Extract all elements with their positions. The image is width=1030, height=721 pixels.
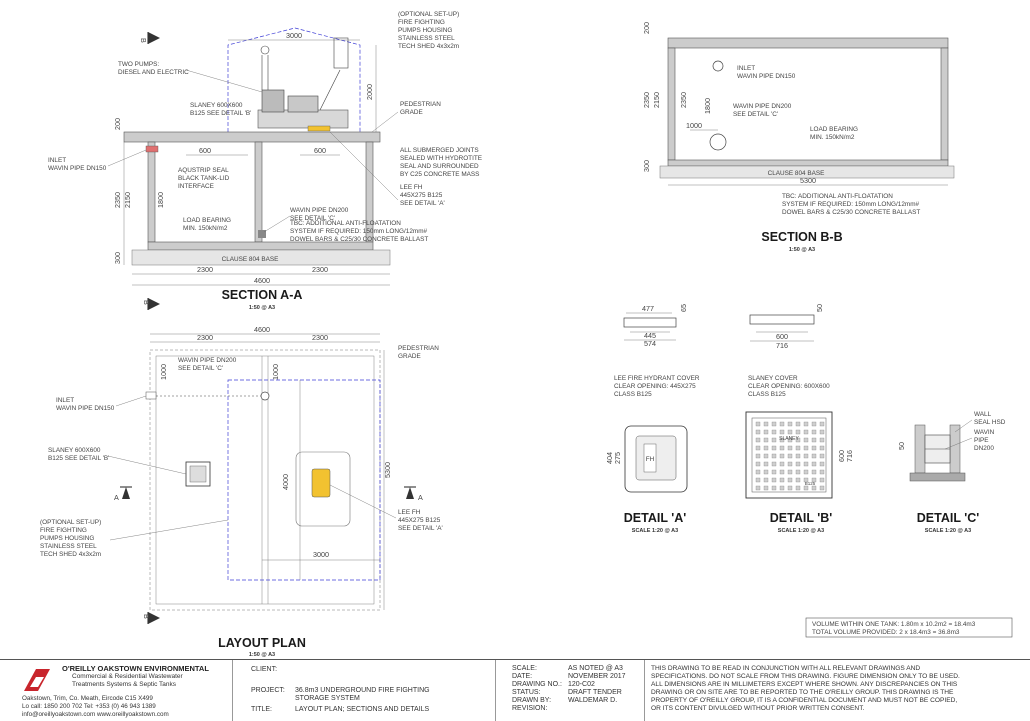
title-block	[0, 659, 1030, 721]
grip-square	[780, 462, 784, 466]
svg-text:600: 600	[199, 146, 211, 155]
grip-square	[812, 486, 816, 490]
grip-square	[788, 454, 792, 458]
svg-text:2300: 2300	[312, 265, 328, 274]
plan-marker-b-top	[142, 298, 160, 310]
plan-note-pedestrian: PEDESTRIAN GRADE	[398, 345, 439, 360]
svg-text:A: A	[114, 493, 119, 502]
detail-b-title: DETAIL 'B'	[769, 511, 833, 525]
plan-shed-outline	[228, 380, 380, 580]
note-two-pumps: TWO PUMPS: DIESEL AND ELECTRIC	[118, 61, 189, 76]
svg-text:B: B	[139, 38, 148, 43]
svg-text:300: 300	[113, 252, 122, 264]
grip-square	[764, 462, 768, 466]
svg-text:4600: 4600	[254, 325, 270, 334]
grip-square	[756, 454, 760, 458]
bb-outlet-pipe	[710, 134, 726, 150]
grip-square	[796, 430, 800, 434]
svg-text:200: 200	[642, 22, 651, 34]
detail-c-title: DETAIL 'C'	[916, 511, 980, 525]
grip-square	[764, 430, 768, 434]
grip-square	[804, 422, 808, 426]
grip-square	[788, 478, 792, 482]
grip-square	[764, 478, 768, 482]
svg-text:50: 50	[897, 442, 906, 450]
grip-square	[780, 446, 784, 450]
svg-text:TOTAL VOLUME PROVIDED: 2 x 18.: TOTAL VOLUME PROVIDED: 2 x 18.4m3 = 36.8m3	[812, 629, 960, 636]
note-pedestrian: PEDESTRIAN GRADE	[400, 101, 441, 116]
svg-text:275: 275	[613, 452, 622, 464]
grip-square	[820, 478, 824, 482]
plan-tank-outer	[150, 350, 380, 610]
svg-text:CLAUSE 804 BASE: CLAUSE 804 BASE	[767, 170, 825, 177]
grip-square	[756, 422, 760, 426]
note-submerged-joints: ALL SUBMERGED JOINTS SEALED WITH HYDROTITE SEAL AND SURROUNDED BY C25 CONCRETE MASS	[400, 147, 483, 178]
svg-text:716: 716	[845, 450, 854, 462]
grip-square	[820, 454, 824, 458]
detail-b-notes: SLANEY COVER CLEAR OPENING: 600X600 CLASS B125	[748, 375, 830, 398]
grip-square	[788, 446, 792, 450]
detail-b-scale: SCALE 1:20 @ A3	[777, 528, 825, 534]
detail-a-cover-plan	[625, 426, 687, 492]
detail-a-profile	[624, 318, 676, 327]
grip-square	[812, 430, 816, 434]
grip-square	[764, 486, 768, 490]
section-aa	[48, 11, 482, 311]
grip-square	[804, 430, 808, 434]
grip-square	[796, 454, 800, 458]
plan-note-wavin: WAVIN PIPE DN200 SEE DETAIL 'C'	[178, 357, 237, 372]
grip-square	[764, 454, 768, 458]
grip-square	[820, 446, 824, 450]
section-aa-scale: 1:50 @ A3	[248, 305, 276, 311]
grip-square	[812, 470, 816, 474]
grip-square	[812, 454, 816, 458]
plan-lee-fh-cover	[296, 452, 350, 526]
grip-square	[772, 454, 776, 458]
detail-a-title: DETAIL 'A'	[623, 511, 687, 525]
note-slaney: SLANEY 600X600 B125 SEE DETAIL 'B'	[190, 102, 252, 117]
grip-square	[820, 470, 824, 474]
svg-text:445: 445	[644, 331, 656, 340]
bb-note-tbc: TBC: ADDITIONAL ANTI-FLOATATION SYSTEM IF REQUIRED: 150mm LONG/12mm# DOWEL BARS & C25/30 CONCRETE BALLAST	[782, 193, 921, 216]
note-lee-fh: LEE FH 445X275 B125 SEE DETAIL 'A'	[400, 184, 445, 207]
bb-note-inlet: INLET WAVIN PIPE DN150	[737, 65, 796, 80]
svg-text:65: 65	[679, 304, 688, 312]
svg-text:2300: 2300	[312, 333, 328, 342]
bb-note-load: LOAD BEARING MIN. 150kN/m2	[810, 126, 858, 141]
svg-text:574: 574	[644, 339, 656, 348]
bb-inlet-pipe	[713, 61, 723, 71]
svg-text:1800: 1800	[156, 192, 165, 208]
grip-square	[796, 422, 800, 426]
tank-wall-right	[366, 142, 373, 242]
tank-wall-mid	[255, 142, 262, 242]
detail-c-note-pipe: WAVIN PIPE DN200	[974, 429, 995, 452]
svg-text:404: 404	[605, 452, 614, 464]
svg-text:2150: 2150	[652, 92, 661, 108]
grip-square	[820, 486, 824, 490]
grip-square	[788, 422, 792, 426]
layout-plan-scale: 1:50 @ A3	[248, 652, 276, 658]
detail-b-cover-plan	[746, 412, 832, 498]
grip-square	[772, 422, 776, 426]
svg-text:477: 477	[642, 304, 654, 313]
svg-text:50: 50	[815, 304, 824, 312]
grip-square	[812, 422, 816, 426]
drawing-title: LAYOUT PLAN; SECTIONS AND DETAILS	[295, 706, 430, 713]
svg-text:B: B	[142, 300, 151, 305]
grip-square	[764, 446, 768, 450]
bb-lid	[668, 38, 948, 48]
grip-square	[780, 486, 784, 490]
detail-c-note-wall: WALL SEAL HSD	[974, 411, 1006, 426]
grip-square	[796, 486, 800, 490]
plan-marker-b-bottom	[142, 612, 160, 624]
plan-note-optional: (OPTIONAL SET-UP) FIRE FIGHTING PUMPS HOUSING STAINLESS STEEL TECH SHED 4x3x2m	[40, 519, 102, 558]
svg-text:VOLUME WITHIN ONE TANK: 1.80m: VOLUME WITHIN ONE TANK: 1.80m x 10.2m2 = 18.4m3	[812, 621, 976, 628]
svg-text:B125: B125	[804, 481, 816, 486]
plan-pipe-dn200	[261, 392, 269, 400]
grip-square	[812, 438, 816, 442]
svg-text:FH: FH	[645, 456, 655, 463]
grip-square	[756, 430, 760, 434]
plan-slaney-cover	[186, 462, 210, 486]
svg-text:600: 600	[837, 450, 846, 462]
svg-text:2150: 2150	[123, 192, 132, 208]
layout-plan	[40, 298, 443, 658]
grip-square	[796, 478, 800, 482]
grip-square	[804, 486, 808, 490]
grip-square	[804, 438, 808, 442]
grip-square	[820, 462, 824, 466]
svg-text:1800: 1800	[703, 98, 712, 114]
plan-note-lee-fh: LEE FH 445X275 B125 SEE DETAIL 'A'	[398, 509, 443, 532]
section-bb	[642, 22, 954, 253]
grip-square	[804, 462, 808, 466]
disclaimer-cell: THIS DRAWING TO BE READ IN CONJUNCTION WITH ALL RELEVANT DRAWINGS AND SPECIFICATIONS. DO NOT SCALE FROM THIS DRAWING. FIGURE DIMENSION ONLY TO BE USED. ALL DIMENSIONS ARE IN MILLIMETERS EXCEPT WHERE SHOWN. ANY DISCREPANCIES ON THIS DRAWING OR ON SITE ARE TO BE REPORTED TO THE O'REILLY GROUP. THIS DRAWING IS THE PROPERTY OF O'REILLY GROUP, IT IS A CONFIDENTIAL DOCUMENT AND MUST NOT BE COPIED, OR ITS CONTENT DIVULGED WITHOUT PRIOR WRITTEN CONSENT.	[651, 665, 960, 712]
grip-square	[756, 446, 760, 450]
plan-inlet-pipe	[146, 392, 156, 399]
grip-square	[772, 486, 776, 490]
note-optional-setup: (OPTIONAL SET-UP) FIRE FIGHTING PUMPS HOUSING STAINLESS STEEL TECH SHED 4x3x2m	[398, 11, 460, 50]
dim-shed-height: 2000	[365, 84, 374, 100]
svg-text:2350: 2350	[642, 92, 651, 108]
grip-square	[780, 454, 784, 458]
grip-square	[756, 462, 760, 466]
svg-text:600: 600	[776, 332, 788, 341]
metadata-cell: SCALE: AS NOTED @ A3 DATE: NOVEMBER 2017 DRAWING NO.: 120-C02 STATUS: DRAFT TENDER DRAWN BY: WALDEMAR D. REVISION:	[496, 660, 645, 721]
grip-square	[812, 446, 816, 450]
company-logo	[22, 667, 52, 693]
layout-plan-title: LAYOUT PLAN	[218, 636, 306, 650]
detail-c	[897, 411, 1006, 534]
grip-square	[772, 446, 776, 450]
bb-wall-right	[941, 48, 948, 160]
svg-text:1000: 1000	[271, 364, 280, 380]
project-cell: CLIENT: PROJECT: 36.8m3 UNDERGROUND FIRE FIGHTING STORAGE SYSTEM TITLE: LAYOUT PLAN; SECTIONS AND DETAILS	[233, 660, 496, 721]
grip-square	[820, 422, 824, 426]
detail-a	[605, 304, 700, 534]
grip-square	[780, 478, 784, 482]
grip-square	[788, 462, 792, 466]
grip-square	[764, 422, 768, 426]
svg-text:2350: 2350	[113, 192, 122, 208]
section-bb-title: SECTION B-B	[761, 230, 843, 244]
bb-wall-left	[668, 48, 675, 160]
drawing-number: 120-C02	[568, 681, 595, 688]
svg-text:A: A	[418, 493, 423, 502]
grip-square	[780, 470, 784, 474]
bb-floor	[668, 160, 948, 166]
grip-square	[780, 430, 784, 434]
grip-square	[764, 470, 768, 474]
svg-text:SLANEY: SLANEY	[779, 436, 799, 442]
grip-square	[804, 446, 808, 450]
bb-note-wavin: WAVIN PIPE DN200 SEE DETAIL 'C'	[733, 103, 792, 118]
grip-square	[788, 430, 792, 434]
svg-text:300: 300	[642, 160, 651, 172]
inlet-pipe	[146, 146, 158, 152]
tank-floor	[148, 242, 373, 250]
note-load-bearing: LOAD BEARING MIN. 150kN/m2	[183, 217, 231, 232]
grip-square	[796, 446, 800, 450]
note-wavin-dn200: WAVIN PIPE DN200 SEE DETAIL 'C'	[290, 207, 349, 222]
company-name: O'REILLY OAKSTOWN ENVIRONMENTAL	[62, 664, 209, 673]
grip-square	[756, 486, 760, 490]
svg-text:600: 600	[314, 146, 326, 155]
grip-square	[772, 438, 776, 442]
section-marker-b	[139, 32, 160, 44]
grip-square	[804, 470, 808, 474]
svg-text:5300: 5300	[383, 462, 392, 478]
plan-note-inlet: INLET WAVIN PIPE DN150	[56, 397, 115, 412]
grip-square	[756, 478, 760, 482]
svg-text:1000: 1000	[159, 364, 168, 380]
grip-square	[772, 478, 776, 482]
grip-square	[796, 462, 800, 466]
project-name: 36.8m3 UNDERGROUND FIRE FIGHTING	[295, 687, 430, 694]
note-tbc: TBC: ADDITIONAL ANTI-FLOATATION SYSTEM IF REQUIRED: 150mm LONG/12mm# DOWEL BARS & C25/30 CONCRETE BALLAST	[290, 220, 429, 243]
grip-square	[788, 470, 792, 474]
detail-b	[746, 304, 854, 534]
grip-square	[796, 470, 800, 474]
svg-text:2300: 2300	[197, 265, 213, 274]
grip-square	[756, 438, 760, 442]
dim-shed-width: 3000	[286, 31, 302, 40]
grip-square	[788, 486, 792, 490]
grip-square	[756, 470, 760, 474]
grip-square	[772, 430, 776, 434]
svg-text:CLAUSE 804 BASE: CLAUSE 804 BASE	[221, 256, 279, 263]
svg-text:2350: 2350	[679, 92, 688, 108]
svg-text:4600: 4600	[254, 276, 270, 285]
section-bb-scale: 1:50 @ A3	[788, 247, 816, 253]
svg-text:5300: 5300	[800, 176, 816, 185]
note-aqustrip: AQUSTRIP SEAL BLACK TANK-LID INTERFACE	[178, 167, 230, 190]
company-cell: O'REILLY OAKSTOWN ENVIRONMENTAL Commercial & Residential Wastewater Treatments Systems & Septic Tanks Oakstown, Trim, Co. Meath, Eircode C15 X499 Lo call: 1850 200 702 Tel: +353 (0) 46 943 1389 info@oreillyoakstown.com www.oreillyoakstown.com	[0, 660, 233, 721]
svg-text:B: B	[142, 614, 151, 619]
grip-square	[772, 462, 776, 466]
svg-text:2300: 2300	[197, 333, 213, 342]
grip-square	[780, 422, 784, 426]
grip-square	[812, 462, 816, 466]
plan-marker-a-left	[114, 487, 132, 502]
grip-square	[820, 430, 824, 434]
volume-box	[806, 618, 1012, 637]
pipe-dn200	[258, 230, 266, 238]
svg-text:1000: 1000	[686, 121, 702, 130]
plan-note-slaney: SLANEY 600X600 B125 SEE DETAIL 'B'	[48, 447, 110, 462]
svg-text:4000: 4000	[281, 474, 290, 490]
svg-text:200: 200	[113, 118, 122, 130]
note-inlet: INLET WAVIN PIPE DN150	[48, 157, 107, 172]
svg-text:716: 716	[776, 341, 788, 350]
tank-wall-left	[148, 142, 155, 242]
detail-b-profile	[750, 315, 814, 324]
grip-square	[820, 438, 824, 442]
section-aa-title: SECTION A-A	[221, 288, 303, 302]
grip-square	[804, 454, 808, 458]
pump-equipment	[258, 38, 348, 131]
grip-square	[764, 438, 768, 442]
grip-square	[772, 470, 776, 474]
plan-marker-a-right	[404, 487, 423, 502]
detail-a-scale: SCALE 1:20 @ A3	[631, 528, 679, 534]
detail-c-scale: SCALE 1:20 @ A3	[924, 528, 972, 534]
tank-lid-slab	[124, 132, 380, 142]
svg-text:3000: 3000	[313, 550, 329, 559]
detail-a-notes: LEE FIRE HYDRANT COVER CLEAR OPENING: 445X275 CLASS B125	[614, 375, 700, 398]
